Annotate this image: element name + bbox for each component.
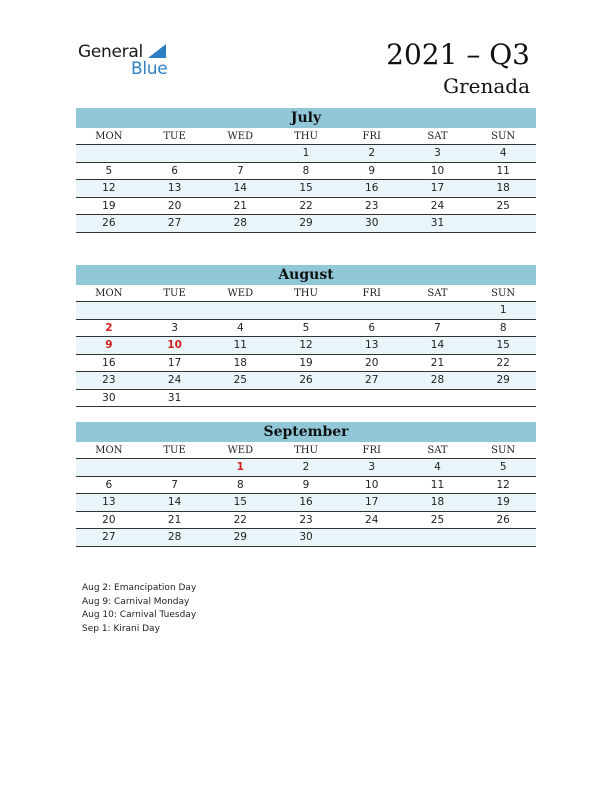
- week-row: [76, 372, 536, 390]
- day-cell: 25: [496, 199, 510, 212]
- month-september: [76, 422, 536, 547]
- day-cell: [207, 145, 273, 162]
- day-cell: 26: [102, 217, 116, 229]
- weekday-label: FRI: [362, 288, 381, 299]
- weekday-label: WED: [227, 445, 254, 456]
- day-cell: 8: [302, 164, 310, 177]
- holiday-entry: Aug 2: Emancipation Day: [82, 583, 197, 593]
- holiday-list: [82, 582, 196, 636]
- week-row: [76, 512, 536, 530]
- logo-triangle-icon: [148, 44, 166, 58]
- day-cell: [273, 302, 339, 319]
- week-row: [76, 180, 536, 198]
- week-row: [76, 320, 536, 338]
- day-cell: 17: [430, 182, 445, 194]
- logo-text-blue: Blue: [131, 59, 168, 79]
- day-cell: 7: [434, 321, 441, 334]
- holiday-entry: Sep 1: Kirani Day: [82, 623, 160, 634]
- day-cell: [142, 302, 208, 319]
- day-cell: 30: [299, 531, 313, 543]
- weekday-label: THU: [294, 131, 318, 142]
- week-row: [76, 355, 536, 373]
- weekday-header-row: [76, 442, 536, 459]
- day-cell: 9: [302, 478, 310, 491]
- day-cell: 15: [299, 182, 313, 194]
- weekday-label: SAT: [427, 131, 448, 142]
- day-cell: 8: [499, 321, 507, 334]
- day-cell: 29: [233, 531, 247, 543]
- day-cell: 18: [496, 182, 510, 194]
- day-cell: 28: [167, 531, 182, 543]
- weekday-label: MON: [95, 445, 123, 456]
- day-cell: 3: [368, 461, 376, 473]
- day-cell: 27: [167, 217, 182, 229]
- day-cell: 25: [430, 513, 445, 526]
- day-cell: [142, 459, 208, 476]
- week-row: [76, 477, 536, 495]
- weekday-label: THU: [294, 288, 318, 299]
- page-title: 2021 – Q3: [386, 38, 530, 71]
- day-cell: [405, 529, 471, 546]
- week-row: [76, 459, 536, 477]
- day-cell: 4: [434, 461, 441, 473]
- week-row: [76, 163, 536, 181]
- day-cell: [76, 459, 142, 476]
- day-cell: [207, 390, 273, 407]
- day-cell: 16: [102, 356, 116, 369]
- day-cell: 16: [299, 496, 313, 508]
- day-cell: 24: [167, 374, 182, 386]
- day-cell: 14: [167, 496, 182, 508]
- day-cell: 1: [302, 147, 310, 159]
- day-cell: [339, 302, 405, 319]
- day-cell: 29: [299, 217, 313, 229]
- day-cell: 17: [167, 356, 182, 369]
- day-cell: 18: [233, 356, 247, 369]
- day-cell: 23: [299, 513, 313, 526]
- day-cell: 9: [368, 164, 376, 177]
- day-cell: 6: [368, 321, 376, 334]
- day-cell: 6: [171, 164, 178, 177]
- week-row: [76, 529, 536, 547]
- day-cell: [470, 390, 536, 407]
- holiday-day-cell: 9: [105, 339, 113, 351]
- day-cell: 26: [299, 374, 313, 386]
- day-cell: 12: [299, 339, 313, 351]
- day-cell: 2: [368, 147, 376, 159]
- day-cell: [470, 529, 536, 546]
- day-cell: 30: [102, 391, 116, 404]
- day-cell: 10: [430, 164, 445, 177]
- day-cell: 16: [365, 182, 379, 194]
- day-cell: 25: [233, 374, 247, 386]
- weekday-label: SUN: [491, 131, 516, 142]
- day-cell: 19: [299, 356, 313, 369]
- day-cell: [273, 390, 339, 407]
- day-cell: 4: [499, 147, 507, 159]
- weekday-label: MON: [95, 288, 123, 299]
- day-cell: 11: [233, 339, 247, 351]
- day-cell: 22: [496, 356, 510, 369]
- day-cell: 19: [496, 496, 510, 508]
- weekday-label: TUE: [163, 445, 186, 456]
- week-row: [76, 302, 536, 320]
- month-header: August: [76, 265, 536, 285]
- day-cell: 23: [102, 374, 116, 386]
- day-cell: [405, 302, 471, 319]
- weekday-label: THU: [294, 445, 318, 456]
- month-july: [76, 108, 536, 233]
- day-cell: 5: [302, 321, 310, 334]
- day-cell: [207, 302, 273, 319]
- month-header: July: [76, 108, 536, 128]
- day-cell: 19: [102, 199, 116, 212]
- day-cell: 5: [499, 461, 507, 473]
- weekday-label: WED: [227, 288, 254, 299]
- day-cell: 21: [430, 356, 445, 369]
- weekday-header-row: [76, 285, 536, 302]
- weekday-label: MON: [95, 131, 123, 142]
- holiday-day-cell: 2: [105, 321, 113, 334]
- day-cell: [142, 145, 208, 162]
- day-cell: 20: [167, 199, 182, 212]
- weekday-label: SUN: [491, 288, 516, 299]
- day-cell: 27: [365, 374, 379, 386]
- day-cell: 26: [496, 513, 510, 526]
- day-cell: 13: [365, 339, 379, 351]
- day-cell: 13: [167, 182, 182, 194]
- day-cell: 21: [233, 199, 247, 212]
- day-cell: [339, 390, 405, 407]
- weekday-label: SAT: [427, 288, 448, 299]
- weekday-label: TUE: [163, 288, 186, 299]
- day-cell: 15: [233, 496, 247, 508]
- day-cell: [339, 529, 405, 546]
- day-cell: 30: [365, 217, 379, 229]
- day-cell: 22: [233, 513, 247, 526]
- day-cell: 24: [365, 513, 379, 526]
- day-cell: 27: [102, 531, 116, 543]
- weekday-header-row: [76, 128, 536, 145]
- day-cell: 11: [430, 478, 445, 491]
- day-cell: 12: [496, 478, 510, 491]
- weekday-label: SAT: [427, 445, 448, 456]
- day-cell: [76, 145, 142, 162]
- weekday-label: SUN: [491, 445, 516, 456]
- week-row: [76, 215, 536, 233]
- day-cell: 3: [171, 321, 178, 334]
- day-cell: 3: [434, 147, 441, 159]
- day-cell: 17: [365, 496, 379, 508]
- day-cell: 12: [102, 182, 116, 194]
- day-cell: 4: [236, 321, 244, 334]
- day-cell: 21: [167, 513, 182, 526]
- holiday-day-cell: 10: [167, 339, 182, 351]
- week-row: [76, 198, 536, 216]
- day-cell: 14: [233, 182, 247, 194]
- week-row: [76, 494, 536, 512]
- day-cell: 8: [236, 478, 244, 491]
- day-cell: 23: [365, 199, 379, 212]
- day-cell: 18: [430, 496, 445, 508]
- day-cell: 14: [430, 339, 445, 351]
- weekday-label: FRI: [362, 445, 381, 456]
- holiday-entry: Aug 10: Carnival Tuesday: [82, 610, 197, 620]
- day-cell: 24: [430, 199, 445, 212]
- day-cell: 28: [430, 374, 445, 386]
- day-cell: 22: [299, 199, 313, 212]
- day-cell: 20: [365, 356, 379, 369]
- month-august: [76, 265, 536, 407]
- day-cell: [76, 302, 142, 319]
- day-cell: 29: [496, 374, 510, 386]
- holiday-entry: Aug 9: Carnival Monday: [82, 596, 190, 607]
- weekday-label: TUE: [163, 131, 186, 142]
- day-cell: 13: [102, 496, 116, 508]
- day-cell: 15: [496, 339, 510, 351]
- holiday-day-cell: 1: [236, 461, 244, 473]
- day-cell: 7: [171, 478, 178, 491]
- day-cell: 5: [105, 164, 113, 177]
- logo-text-general: General: [78, 42, 143, 62]
- country-name: Grenada: [443, 74, 530, 98]
- month-header: September: [76, 422, 536, 442]
- weekday-label: WED: [227, 131, 254, 142]
- day-cell: 10: [365, 478, 379, 491]
- day-cell: [470, 215, 536, 232]
- day-cell: 2: [302, 461, 310, 473]
- day-cell: 7: [236, 164, 244, 177]
- brand-logo: [78, 40, 178, 80]
- day-cell: 31: [430, 217, 445, 229]
- day-cell: 20: [102, 513, 116, 526]
- day-cell: 31: [167, 391, 182, 404]
- day-cell: 28: [233, 217, 247, 229]
- day-cell: [405, 390, 471, 407]
- day-cell: 1: [499, 304, 507, 316]
- week-row: [76, 337, 536, 355]
- day-cell: 11: [496, 164, 510, 177]
- day-cell: 6: [105, 478, 113, 491]
- week-row: [76, 390, 536, 408]
- weekday-label: FRI: [362, 131, 381, 142]
- week-row: [76, 145, 536, 163]
